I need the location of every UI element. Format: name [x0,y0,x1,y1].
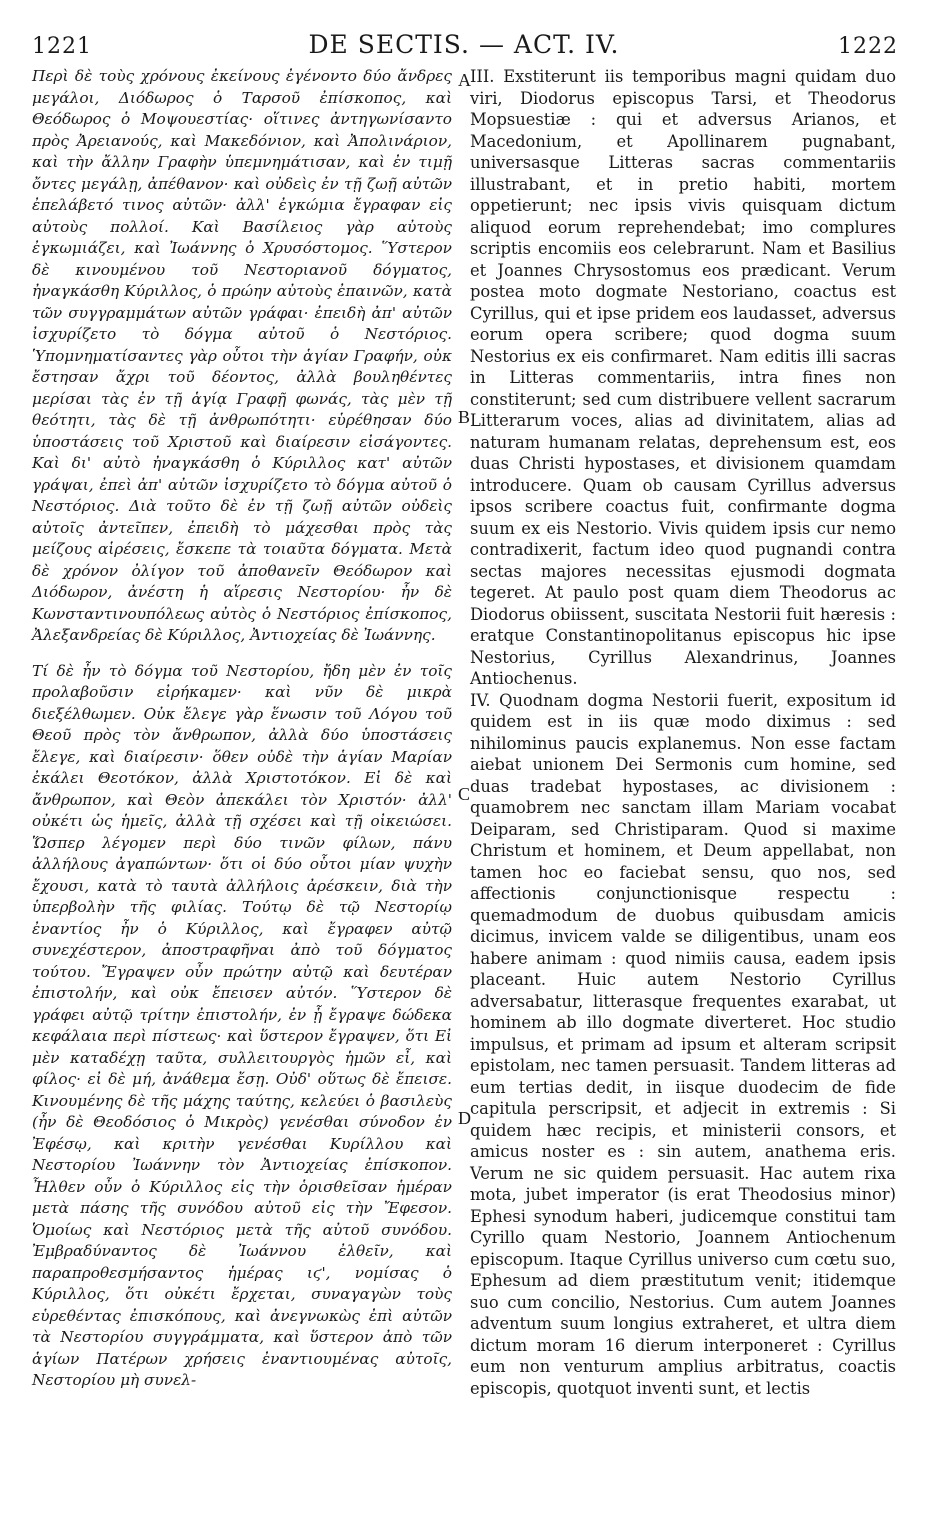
running-header [0,28,928,62]
margin-letter-c: C [458,784,471,804]
running-title: DE SECTIS. — ACT. IV. [308,30,620,59]
greek-paragraph-2: Τί δὲ ἦν τὸ δόγμα τοῦ Νεστορίου, ἤδη μὲν ἐν τοῖς προλαβοῦσιν εἰρήκαμεν· καὶ νῦν δὲ μικρὰ διεξέλθωμεν. Οὐκ ἔλεγε γὰρ ἕνωσιν τοῦ Λόγου τοῦ Θεοῦ πρὸς τὸν ἄνθρωπον, ἀλλὰ δύο ὑποστάσεις ἔλεγε, καὶ διαίρεσιν· ὅθεν οὐδὲ τὴν ἁγίαν Μαρίαν ἐκάλει Θεοτόκον, ἀλλὰ Χριστοτόκον. Εἰ δὲ καὶ ἄνθρωπον, καὶ Θεὸν ἀπεκάλει τὸν Χριστόν· ἀλλ' οὐκέτι ὡς ἡμεῖς, ἀλλὰ τῇ σχέσει καὶ τῇ οἰκειώσει. Ὥσπερ λέγομεν περὶ δύο τινῶν φίλων, πάνυ ἀλλήλους ἀγαπώντων· ὅτι οἱ δύο οὗτοι μίαν ψυχὴν ἔχουσι, κατὰ τὸ ταυτὰ ἀλλήλοις ἀρέσκειν, διὰ τὴν ὑπερβολὴν τῆς φιλίας. Τούτῳ δὲ τῷ Νεστορίῳ ἐναντίος ἦν ὁ Κύριλλος, καὶ ἔγραφεν αὐτῷ συνεχέστερον, ἀποστραφῆναι ἀπὸ τοῦ δόγματος τούτου. Ἔγραψεν οὖν πρώτην αὐτῷ καὶ δευτέραν ἐπιστολήν, καὶ οὐκ ἔπεισεν αὐτόν. Ὕστερον δὲ γράφει αὐτῷ τρίτην ἐπιστολήν, ἐν ᾗ ἔγραψε δώδεκα κεφάλαια περὶ πίστεως· καὶ ὕστερον ἔγραψεν, ὅτι Εἰ μὲν καταδέχῃ ταῦτα, συλλειτουργὸς ἡμῶν εἶ, καὶ φίλος· εἰ δὲ μή, ἀνάθεμα ἔσῃ. Οὐδ' οὕτως δὲ ἔπεισε. Κινουμένης δὲ τῆς μάχης ταύτης, κελεύει ὁ βασιλεὺς (ἦν δὲ Θεοδόσιος ὁ Μικρὸς) γενέσθαι σύνοδον ἐν Ἐφέσῳ, καὶ κριτὴν γενέσθαι Κυρίλλου καὶ Νεστορίου Ἰωάννην τὸν Ἀντιοχείας ἐπίσκοπον. Ἦλθεν οὖν ὁ Κύριλλος εἰς τὴν ὁρισθεῖσαν ἡμέραν μετὰ πάσης τῆς συνόδου αὐτοῦ εἰς τὴν Ἔφεσον. Ὁμοίως καὶ Νεστόριος μετὰ τῆς αὐτοῦ συνόδου. Ἐμβραδύναντος δὲ Ἰωάννου ἐλθεῖν, καὶ παραπροθεσμήσαντος ἡμέρας ιϛ', νομίσας ὁ Κύριλλος, ὅτι οὐκέτι ἔρχεται, συναγαγὼν τοὺς εὑρεθέντας ἐπισκόπους, καὶ ἀνεγνωκὼς ἐπὶ αὐτῶν τὰ Νεστορίου συγγράμματα, καὶ ὕστερον ἀπὸ τῶν ἁγίων Πατέρων χρήσεις ἐναντιουμένας αὐτοῖς, Νεστορίου μὴ συνελ- [32,661,452,1389]
page-number-right: 1222 [838,34,898,59]
margin-letter-d: D [458,1108,471,1128]
latin-paragraph-1: III. Exstiterunt iis temporibus magni quidam duo viri, Diodorus episcopus Tarsi, et Theodorus Mopsuestiæ : qui et adversus Arianos, et Macedonium, et Apollinarem pugnabant, universasque Litteras sacras commentariis illustrabant, et in pretio habiti, mortem oppetierunt; nec ipsis vivis quisquam dictum aliquod eorum reprehendebat; imo complures scriptis encomiis eos celebrarunt. Nam et Basilius et Joannes Chrysostomus eos prædicant. Verum postea moto dogmate Nestoriano, coactus est Cyrillus, qui et ipse pridem eos laudasset, adversus eorum opera scribere; quod dogma suum Nestorius ex eis confirmaret. Nam editis illi sacras in Litteras commentariis, intra fines non constiterunt; sed cum distribuere vellent sacrarum Litterarum voces, alias ad divinitatem, alias ad naturam humanam relatas, deprehensum est, eos duas Christi hypostases, et divisionem quamdam introducere. Quam ob causam Cyrillus adversus ipsos scribere coactus fuit, confirmante dogma suum ex eis Nestorio. Vivis quidem ipsis cur nemo contradixerit, factum ideo quod pugnandi contra sectas majores necessitas ejusmodi dogmata tegeret. At paulo post quam diem Theodorus ac Diodorus obiissent, suscitata Nestorii fuit hæresis : eratque Constantinopolitanus episcopus hic ipse Nestorius, Cyrillus Alexandrinus, Joannes Antiochenus. [470,67,896,688]
margin-letter-a: A [458,70,471,90]
margin-letter-b: B [458,407,471,427]
greek-column [32,66,452,1392]
latin-paragraph-2: IV. Quodnam dogma Nestorii fuerit, expositum id quidem est in iis quæ modo diximus : sed nihilominus paucis explanemus. Non esse factam aiebat unionem Dei Sermonis cum homine, sed duas tradebat hypostases, ac divisionem : quamobrem nec sanctam illam Mariam vocabat Deiparam, sed Christiparam. Quod si maxime Christum et hominem, et Deum appellabat, non tamen hoc eo faciebat sensu, quo nos, sed affectionis conjunctionisque respectu : quemadmodum de duobus quibusdam amicis dicimus, invicem valde se diligentibus, unam eos habere animam : quod nimiis causa, eadem ipsis placeant. Huic autem Nestorio Cyrillus adversabatur, litterasque frequentes exarabat, ut hominem ab illo dogmate diverteret. Hoc studio impulsus, et primam ad ipsum et alteram scripsit epistolam, nec tamen persuasit. Tandem litteras ad eum tertias dedit, in iisque duodecim de fide capitula perscripsit, et adjecit in extremis : Si quidem hæc recipis, et ministerii consors, et amicus noster es : sin autem, anathema eris. Verum ne sic quidem persuasit. Hac autem rixa mota, jubet imperator (is erat Theodosius minor) Ephesi synodum haberi, judicemque constitui tam Cyrillo quam Nestorio, Joannem Antiochenum episcopum. Itaque Cyrillus universo cum cœtu suo, Ephesum ad diem præstitutum venit; itidemque suo cum concilio, Nestorius. Cum autem Joannes adventum suum longius extraheret, et ultra diem dictum moram 16 dierum interponeret : Cyrillus eum non venturum amplius arbitratus, coactis episcopis, quotquot inventi sunt, et lectis [470,690,896,1398]
latin-column [470,66,896,1399]
page-number-left: 1221 [32,34,92,59]
greek-paragraph-1: Περὶ δὲ τοὺς χρόνους ἐκείνους ἐγένοντο δύο ἄνδρες μεγάλοι, Διόδωρος ὁ Ταρσοῦ ἐπίσκοπος, καὶ Θεόδωρος ὁ Μοψουεστίας· οἵτινες ἀντηγωνίσαντο πρὸς Ἀρειανούς, καὶ Μακεδόνιον, καὶ Ἀπολινάριον, καὶ τὴν ἄλλην Γραφὴν ὑπεμνημάτισαν, καὶ ἐν τιμῇ ὄντες μεγάλῃ, ἀπέθανον· καὶ οὐδεὶς ἐν τῇ ζωῇ αὐτῶν ἐπελάβετό τινος αὐτῶν· ἀλλ' ἐγκώμια ἔγραφαν εἰς αὐτοὺς πολλοί. Καὶ Βασίλειος γὰρ αὐτοὺς ἐγκωμιάζει, καὶ Ἰωάννης ὁ Χρυσόστομος. Ὕστερον δὲ κινουμένου τοῦ Νεστοριανοῦ δόγματος, ἠναγκάσθη Κύριλλος, ὁ πρώην αὐτοὺς ἐπαινῶν, κατὰ τῶν συγγραμμάτων αὐτῶν γράφαι· ἐπειδὴ ἀπ' αὐτῶν ἰσχυρίζετο τὸ δόγμα αὐτοῦ ὁ Νεστόριος. Ὑπομνηματίσαντες γὰρ οὗτοι τὴν ἁγίαν Γραφήν, οὐκ ἔστησαν ἄχρι τοῦ δέοντος, ἀλλὰ βουληθέντες μερίσαι τὰς ἐν τῇ ἁγίᾳ Γραφῇ φωνάς, τὰς μὲν τῇ θεότητι, τὰς δὲ τῇ ἀνθρωπότητι· εὑρέθησαν δύο ὑποστάσεις τοῦ Χριστοῦ καὶ διαίρεσιν εἰσάγοντες. Καὶ δι' αὐτὸ ἠναγκάσθη ὁ Κύριλλος κατ' αὐτῶν γράψαι, ἐπεὶ ἀπ' αὐτῶν ἰσχυρίζετο τὸ δόγμα αὐτοῦ ὁ Νεστόριος. Διὰ τοῦτο δὲ ἐν τῇ ζωῇ αὐτῶν οὐδεὶς αὐτοῖς ἀντεῖπεν, ἐπειδὴ τὸ μάχεσθαι πρὸς τὰς μείζους αἱρέσεις, ἔσκεπε τὰ τοιαῦτα δόγματα. Μετὰ δὲ χρόνον ὀλίγον τοῦ ἀποθανεῖν Θεόδωρον καὶ Διόδωρον, ἀνέστη ἡ αἵρεσις Νεστορίου· ἦν δὲ Κωνσταντινουπόλεως αὐτὸς ὁ Νεστόριος ἐπίσκοπος, Ἀλεξανδρείας δὲ Κύριλλος, Ἀντιοχείας δὲ Ἰωάννης. [32,67,452,644]
